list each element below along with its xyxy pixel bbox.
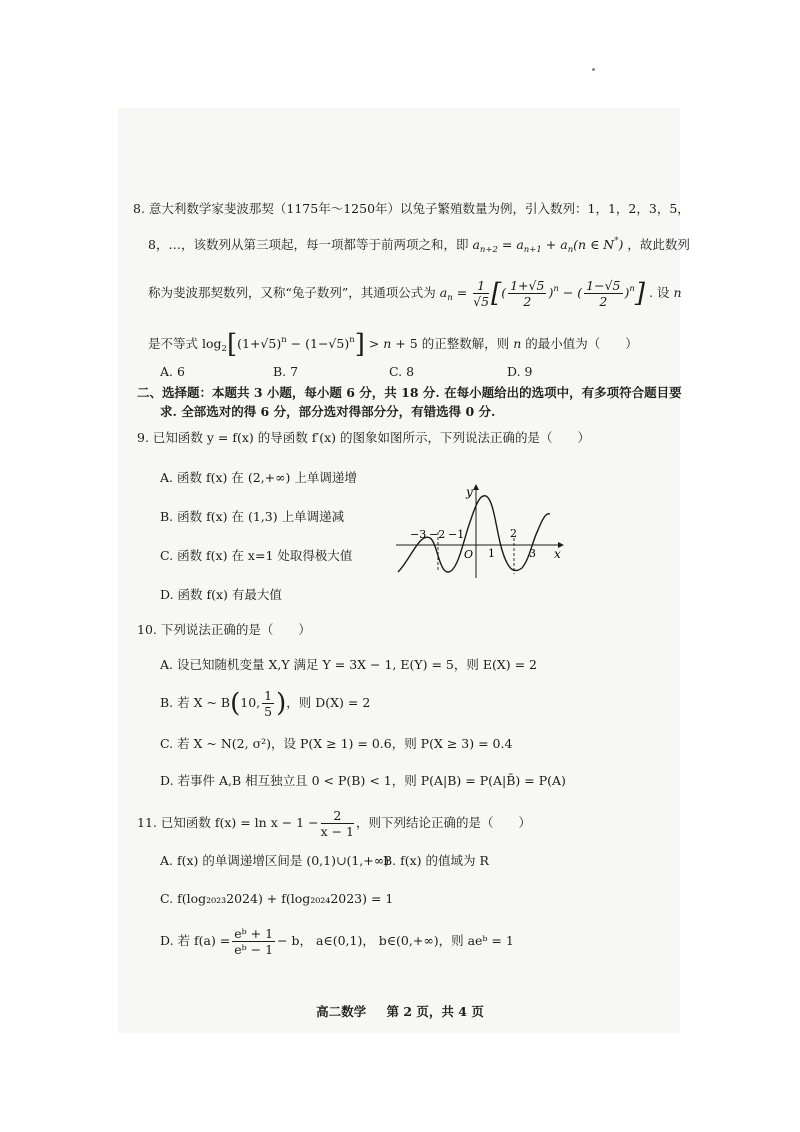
y-axis-label: y: [466, 485, 473, 499]
q10-option-b: B. 若 X ~ B(10, $\frac{1}{5}$ )，则 D(X) = 2: [160, 688, 371, 719]
q11-option-c: C. f(log₂₀₂₃2024) + f(log₂₀₂₄2023) = 1: [160, 891, 394, 906]
q8-option-d: D. 9: [507, 364, 533, 379]
q10-stem: 10. 下列说法正确的是（ ）: [137, 622, 311, 637]
section2-line1: 二、选择题：本题共 3 小题，每小题 6 分，共 18 分. 在每小题给出的选项中，有多项符合题目要: [137, 385, 682, 400]
q8-line3-text: 称为斐波那契数列，又称“兔子数列”，其通项公式为: [148, 285, 436, 300]
q8-line3-tail: . 设: [649, 285, 670, 300]
q8-option-a: A. 6: [160, 364, 185, 379]
q8-line2-text: 8，…，该数列从第三项起，每一项都等于前两项之和，即: [148, 237, 469, 252]
q11-stem-tail: ，则下列结论正确的是（ ）: [356, 815, 532, 830]
q10-option-a: A. 设已知随机变量 X,Y 满足 Y = 3X − 1, E(Y) = 5，则 E(X) = 2: [160, 657, 537, 672]
q8-var-n-2: n: [513, 336, 522, 351]
q8-line4-text: 是不等式: [148, 336, 199, 351]
q8-line2: [148, 232, 690, 259]
q11-option-d-frac-num: eᵇ + 1: [234, 926, 274, 941]
q10-option-c: C. 若 X ~ N(2, σ²)，设 P(X ≥ 1) = 0.6，则 P(X ≥ 3) = 0.4: [160, 736, 513, 751]
q8-line4-mid: 的正整数解，则: [421, 336, 510, 351]
q11-option-d-frac-den: eᵇ − 1: [234, 942, 274, 957]
q10-option-b-frac-num: 1: [264, 688, 273, 703]
q10-option-b-n: 10,: [240, 695, 261, 710]
y-axis-arrow: [473, 484, 479, 490]
scan-speck: [592, 68, 595, 71]
q9-stem: 9. 已知函数 y = f(x) 的导函数 f′(x) 的图象如图所示，下列说法正确的是（ ）: [137, 430, 590, 445]
tick-label-neg3: −3: [410, 528, 427, 541]
x-axis-label: x: [554, 547, 561, 561]
q8-line1: 8. 意大利数学家斐波那契（1175年～1250年）以兔子繁殖数量为例，引入数列：1，1，2，3，5，: [133, 201, 690, 216]
q11-option-d-text: D. 若 f(a) =: [160, 933, 231, 948]
q8-option-b: B. 7: [273, 364, 299, 379]
q10-option-b-frac-den: 5: [264, 704, 273, 719]
tick-label-3: 3: [529, 547, 536, 560]
q8-inequality: $\log_2[(1+√5)^n - (1-√5)^n] > n + 5$: [202, 329, 418, 360]
q10-option-b-tail: ，则 D(X) = 2: [286, 695, 371, 710]
q8-line2-tail: ，故此数列: [627, 237, 690, 252]
footer-subject: 高二数学: [316, 1004, 367, 1019]
tick-label-neg1: −1: [448, 528, 465, 541]
page-footer: [0, 1002, 800, 1020]
q11-option-d: [160, 926, 514, 957]
q11-frac-num: 2: [321, 808, 354, 824]
q10-option-b-text: B. 若 X ~ B: [160, 695, 231, 710]
q8-formula: $a_n$ = $\frac{1}{√5}$ [( $\frac{1+√5}{2}$ )$^n$ − ( $\frac{1-√5}{2}$ )$^n$]: [439, 278, 646, 309]
footer-page-number: 第 2 页，共 4 页: [386, 1004, 484, 1019]
q8-line4-tail: 的最小值为（ ）: [525, 336, 638, 351]
q8-var-n: n: [673, 285, 682, 300]
origin-label: O: [464, 548, 474, 561]
q8-line3: [148, 278, 682, 309]
tick-label-2: 2: [510, 527, 517, 540]
derivative-graph: [392, 482, 572, 582]
tick-label-neg2: −2: [429, 528, 446, 541]
q11-frac-den: x − 1: [320, 824, 355, 839]
q8-recurrence: $a_{n+2} = a_{n+1} + a_n(n$ ∈ N*): [472, 236, 624, 255]
q10-option-d: D. 若事件 A,B 相互独立且 0 < P(B) < 1，则 P(A|B) = P(A|B̄) = P(A): [160, 773, 566, 788]
q11-option-a: A. f(x) 的单调递增区间是 (0,1)∪(1,+∞): [160, 853, 390, 868]
tick-label-1: 1: [488, 547, 495, 560]
q9-option-c: C. 函数 f(x) 在 x=1 处取得极大值: [160, 548, 353, 563]
q8-line4: [148, 331, 638, 358]
section2-line2: 求. 全部选对的得 6 分，部分选对得部分分，有错选得 0 分.: [160, 404, 496, 419]
q9-option-b: B. 函数 f(x) 在 (1,3) 上单调递减: [160, 509, 345, 524]
q11-stem: [137, 808, 531, 839]
q11-option-b: B. f(x) 的值域为 R: [383, 853, 489, 868]
q9-option-a: A. 函数 f(x) 在 (2,+∞) 上单调递增: [160, 470, 357, 485]
q11-option-d-tail: − b， a∈(0,1)， b∈(0,+∞)，则 aeᵇ = 1: [277, 933, 514, 948]
q11-stem-text: 11. 已知函数 f(x) = ln x − 1 −: [137, 815, 319, 830]
q9-option-d: D. 函数 f(x) 有最大值: [160, 587, 282, 602]
q8-option-c: C. 8: [389, 364, 415, 379]
